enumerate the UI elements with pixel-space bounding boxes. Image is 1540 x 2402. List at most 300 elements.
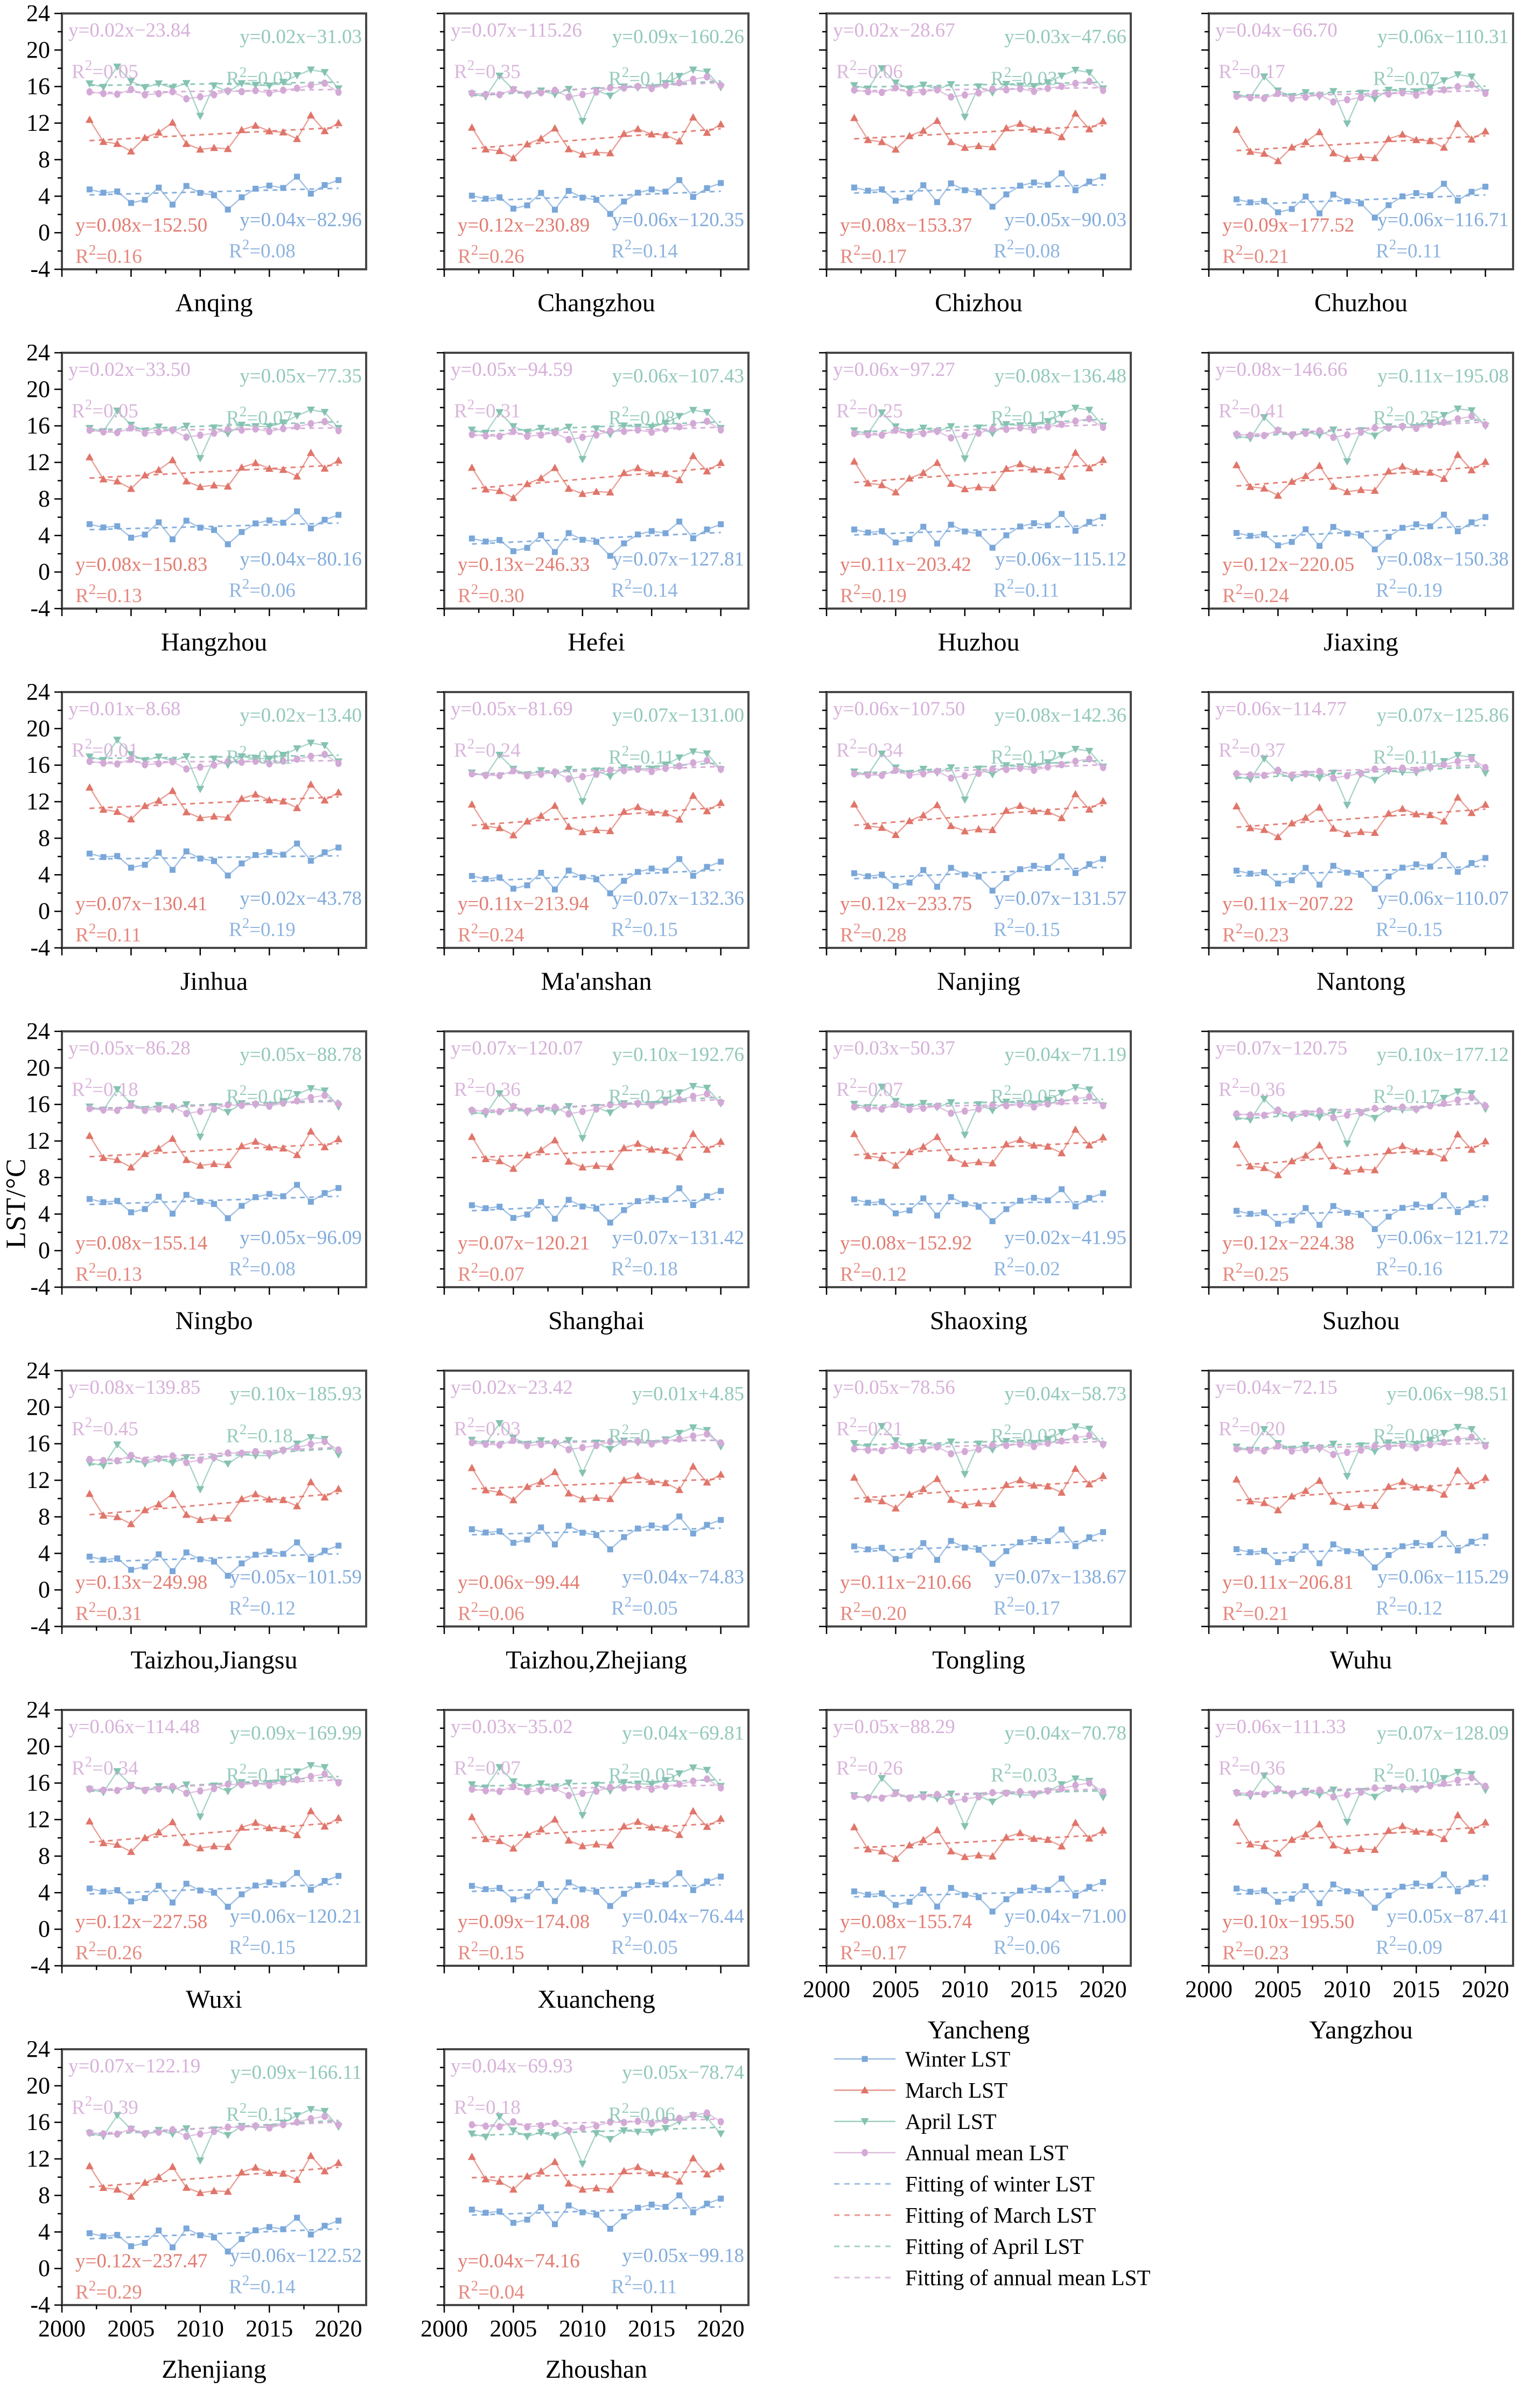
winter-marker bbox=[1385, 202, 1391, 208]
winter-marker bbox=[962, 1201, 968, 1207]
annual-marker bbox=[1289, 772, 1295, 779]
winter-marker bbox=[593, 539, 599, 545]
annual-marker bbox=[538, 1441, 544, 1448]
winter-marker bbox=[1303, 526, 1308, 532]
winter-marker bbox=[851, 1196, 857, 1202]
annual-marker bbox=[552, 1785, 558, 1792]
r2-label: $R^2=0.18$ bbox=[454, 2093, 521, 2119]
winter-marker bbox=[496, 1885, 502, 1891]
winter-marker bbox=[1234, 1546, 1240, 1552]
winter-marker bbox=[1275, 881, 1281, 886]
eq-annual: y=0.04x−69.93 bbox=[451, 2055, 573, 2077]
winter-marker bbox=[510, 206, 516, 212]
winter-marker bbox=[142, 532, 148, 537]
r2-label: $R^2=0.18$ bbox=[72, 1075, 138, 1101]
winter-marker bbox=[1331, 192, 1336, 198]
winter-marker bbox=[1100, 1529, 1106, 1535]
annual-marker bbox=[920, 1446, 927, 1453]
annual-marker bbox=[1468, 413, 1475, 420]
legend-swatch bbox=[832, 2206, 902, 2224]
annual-marker bbox=[482, 2122, 489, 2130]
annual-marker bbox=[1468, 81, 1475, 88]
annual-marker bbox=[197, 1787, 204, 1795]
winter-marker bbox=[170, 867, 176, 873]
x-tick-label: 2015 bbox=[246, 2315, 293, 2342]
r2-label: $R^2=0.08$ bbox=[1373, 1421, 1440, 1447]
annual-marker bbox=[676, 1435, 683, 1443]
winter-marker bbox=[225, 1215, 231, 1221]
eq-annual: y=0.02x−23.42 bbox=[451, 1377, 573, 1399]
winter-marker bbox=[1317, 1222, 1322, 1228]
annual-marker bbox=[524, 1442, 530, 1449]
winter-marker bbox=[294, 2215, 300, 2221]
winter-marker bbox=[1317, 1560, 1322, 1566]
annual-marker bbox=[538, 89, 544, 96]
annual-marker bbox=[851, 430, 858, 437]
winter-marker bbox=[607, 1220, 613, 1226]
annual-marker bbox=[1454, 83, 1461, 90]
eq-winter: y=0.06x−122.52 bbox=[229, 2245, 362, 2267]
eq-winter: y=0.06x−120.21 bbox=[229, 1905, 362, 1928]
winter-marker bbox=[1003, 1896, 1009, 1902]
winter-marker bbox=[1289, 539, 1295, 545]
winter-marker bbox=[649, 528, 655, 534]
winter-marker bbox=[593, 197, 599, 203]
winter-marker bbox=[114, 2232, 120, 2238]
y-tick-label: 24 bbox=[26, 2041, 50, 2062]
r2-label: $R^2=0.30$ bbox=[458, 581, 524, 607]
winter-marker bbox=[879, 1545, 885, 1551]
panel-ningbo bbox=[11, 1023, 382, 1356]
winter-marker bbox=[469, 193, 475, 199]
annual-marker bbox=[239, 1781, 245, 1789]
annual-marker bbox=[1234, 1110, 1240, 1118]
annual-marker bbox=[1003, 1102, 1010, 1109]
winter-marker bbox=[865, 1546, 871, 1552]
r2-label: $R^2=0.05$ bbox=[991, 1082, 1058, 1108]
legend-label: Fitting of April LST bbox=[905, 2234, 1084, 2259]
panel-hangzhou bbox=[11, 345, 382, 677]
annual-marker bbox=[156, 1105, 162, 1113]
annual-marker bbox=[1441, 418, 1447, 426]
y-tick-label: 0 bbox=[38, 219, 50, 246]
panel-yangzhou bbox=[1158, 1702, 1529, 2063]
winter-marker bbox=[321, 2223, 327, 2229]
winter-marker bbox=[1234, 1886, 1240, 1891]
winter-marker bbox=[690, 1887, 696, 1893]
annual-marker bbox=[1330, 774, 1336, 782]
panel-changzhou bbox=[393, 5, 765, 338]
winter-marker bbox=[1017, 183, 1023, 188]
annual-marker bbox=[948, 1450, 954, 1458]
annual-marker bbox=[851, 1103, 858, 1111]
eq-march: y=0.11x−203.42 bbox=[840, 554, 971, 576]
annual-marker bbox=[1344, 1112, 1350, 1119]
winter-marker bbox=[510, 886, 516, 892]
winter-marker bbox=[579, 537, 585, 543]
panel-huzhou bbox=[775, 345, 1147, 677]
annual-marker bbox=[1317, 1786, 1323, 1794]
r2-label: $R^2=0.25$ bbox=[1373, 403, 1440, 429]
annual-marker bbox=[1385, 424, 1392, 432]
winter-marker bbox=[976, 1547, 982, 1553]
annual-marker bbox=[307, 1773, 314, 1780]
winter-marker bbox=[1289, 206, 1295, 212]
panel-chart bbox=[1158, 5, 1529, 335]
winter-marker bbox=[566, 1523, 572, 1529]
annual-marker bbox=[197, 2130, 204, 2138]
r2-label: $R^2=0.24$ bbox=[1222, 581, 1289, 607]
annual-marker bbox=[211, 762, 218, 769]
winter-marker bbox=[907, 536, 913, 542]
x-tick-label: 2015 bbox=[1010, 1976, 1058, 2002]
winter-marker bbox=[128, 2243, 134, 2249]
annual-marker bbox=[704, 2110, 710, 2117]
annual-marker bbox=[704, 73, 710, 81]
eq-march: y=0.12x−233.75 bbox=[840, 893, 972, 915]
winter-marker bbox=[524, 545, 530, 551]
eq-winter: y=0.04x−76.44 bbox=[622, 1905, 744, 1928]
x-tick-label: 2000 bbox=[803, 1976, 850, 2002]
x-tick-label: 2010 bbox=[176, 2315, 224, 2342]
winter-marker bbox=[211, 192, 217, 198]
annual-marker bbox=[893, 1790, 899, 1797]
city-label: Hangzhou bbox=[160, 628, 268, 657]
y-tick-label: 4 bbox=[38, 183, 50, 210]
winter-marker bbox=[1248, 1889, 1254, 1895]
winter-marker bbox=[335, 1185, 341, 1191]
winter-marker bbox=[128, 200, 134, 206]
annual-marker bbox=[496, 772, 503, 779]
r2-label: $R^2=0.01$ bbox=[226, 743, 293, 769]
y-tick-label: 0 bbox=[38, 898, 50, 925]
r2-label: $R^2=0.37$ bbox=[1219, 736, 1285, 762]
winter-marker bbox=[1100, 514, 1106, 520]
eq-april: y=0.09x−169.99 bbox=[229, 1722, 362, 1744]
winter-marker bbox=[948, 865, 954, 871]
winter-marker bbox=[649, 1195, 655, 1201]
annual-marker bbox=[1482, 1102, 1489, 1110]
annual-marker bbox=[1454, 1776, 1461, 1784]
winter-marker bbox=[552, 886, 558, 892]
annual-marker bbox=[170, 2126, 176, 2134]
winter-marker bbox=[1441, 512, 1447, 518]
winter-marker bbox=[1031, 520, 1037, 526]
annual-marker bbox=[266, 1450, 272, 1457]
annual-marker bbox=[197, 763, 204, 771]
annual-marker bbox=[690, 1433, 696, 1440]
winter-marker bbox=[1100, 856, 1106, 862]
eq-winter: y=0.04x−82.96 bbox=[240, 209, 362, 231]
winter-marker bbox=[879, 1890, 885, 1896]
annual-marker bbox=[1072, 1782, 1079, 1789]
legend-label: Winter LST bbox=[905, 2047, 1011, 2071]
eq-march: y=0.11x−207.22 bbox=[1222, 893, 1354, 915]
winter-marker bbox=[579, 1204, 585, 1210]
winter-marker bbox=[566, 1197, 572, 1203]
panel-suzhou bbox=[1158, 1023, 1529, 1356]
winter-marker bbox=[1344, 1548, 1350, 1554]
y-tick-label: 0 bbox=[38, 558, 50, 585]
eq-annual: y=0.06x−107.50 bbox=[833, 698, 965, 720]
winter-marker bbox=[1455, 528, 1461, 534]
annual-marker bbox=[294, 423, 300, 430]
annual-marker bbox=[335, 1446, 342, 1454]
r2-label: $R^2=0.21$ bbox=[1222, 242, 1289, 268]
eq-march: y=0.13x−246.33 bbox=[458, 554, 590, 576]
winter-marker bbox=[865, 874, 871, 879]
winter-marker bbox=[1427, 192, 1433, 198]
legend-label: Fitting of March LST bbox=[905, 2203, 1096, 2228]
eq-annual: y=0.05x−94.59 bbox=[451, 359, 573, 381]
winter-marker bbox=[197, 1199, 203, 1205]
winter-marker bbox=[920, 182, 926, 188]
winter-marker bbox=[1017, 866, 1023, 872]
y-tick-label: 20 bbox=[26, 715, 50, 742]
winter-marker bbox=[170, 1900, 176, 1905]
annual-marker bbox=[676, 763, 683, 770]
panel-chart bbox=[11, 684, 382, 1014]
y-tick-label: 12 bbox=[26, 109, 50, 136]
eq-annual: y=0.02x−28.67 bbox=[833, 19, 955, 41]
winter-marker bbox=[566, 530, 572, 536]
winter-marker bbox=[294, 173, 300, 179]
winter-marker bbox=[308, 858, 314, 864]
annual-marker bbox=[906, 1794, 913, 1802]
r2-label: $R^2=0.14$ bbox=[608, 64, 675, 90]
winter-marker bbox=[704, 527, 710, 533]
winter-marker bbox=[676, 177, 682, 183]
winter-marker bbox=[1003, 1548, 1009, 1554]
annual-marker bbox=[510, 2118, 517, 2126]
y-tick-label: 8 bbox=[38, 1164, 50, 1191]
annual-marker bbox=[1358, 770, 1364, 777]
legend-item-fitting-of-annual-mean-lst bbox=[832, 2264, 1166, 2291]
annual-marker bbox=[1017, 1788, 1024, 1796]
panel-chart bbox=[393, 1702, 765, 2031]
annual-marker bbox=[1358, 1447, 1364, 1454]
y-tick-label: 8 bbox=[38, 825, 50, 851]
eq-annual: y=0.06x−114.48 bbox=[68, 1716, 200, 1738]
annual-marker bbox=[156, 1785, 162, 1793]
winter-marker bbox=[184, 1192, 190, 1198]
winter-marker bbox=[662, 2204, 668, 2210]
annual-marker bbox=[1344, 1449, 1350, 1456]
annual-marker bbox=[579, 1444, 586, 1451]
annual-marker bbox=[321, 80, 328, 87]
winter-marker bbox=[101, 854, 107, 860]
r2-label: $R^2=0.11$ bbox=[611, 2272, 677, 2298]
winter-marker bbox=[1003, 532, 1009, 538]
r2-label: $R^2=0.35$ bbox=[454, 57, 521, 83]
winter-marker bbox=[469, 1526, 475, 1532]
winter-marker bbox=[294, 1182, 300, 1188]
annual-marker bbox=[1045, 1787, 1051, 1794]
winter-marker bbox=[308, 1199, 314, 1205]
winter-marker bbox=[1413, 861, 1419, 867]
winter-marker bbox=[524, 1894, 530, 1900]
winter-marker bbox=[851, 1544, 857, 1549]
annual-marker bbox=[307, 82, 314, 89]
annual-marker bbox=[718, 1784, 724, 1792]
r2-label: $R^2=0.07$ bbox=[454, 1754, 521, 1779]
annual-marker bbox=[1234, 431, 1240, 438]
annual-marker bbox=[321, 751, 328, 758]
annual-marker bbox=[851, 86, 858, 94]
city-label: Wuhu bbox=[1329, 1646, 1392, 1674]
winter-marker bbox=[87, 1554, 93, 1560]
annual-marker bbox=[1003, 86, 1010, 94]
y-tick-label: 12 bbox=[26, 1806, 50, 1833]
winter-marker bbox=[1303, 1883, 1308, 1889]
winter-marker bbox=[962, 1545, 968, 1551]
annual-marker bbox=[621, 1439, 627, 1447]
eq-april: y=0.11x−195.08 bbox=[1377, 365, 1509, 387]
winter-marker bbox=[469, 873, 475, 879]
annual-marker bbox=[1247, 432, 1254, 439]
r2-label: $R^2=0.07$ bbox=[458, 1260, 524, 1286]
annual-marker bbox=[239, 2124, 245, 2131]
winter-marker bbox=[1045, 865, 1051, 871]
city-label: Suzhou bbox=[1322, 1307, 1400, 1335]
legend-swatch bbox=[832, 2081, 902, 2099]
eq-march: y=0.11x−206.81 bbox=[1222, 1572, 1354, 1594]
winter-marker bbox=[1358, 1890, 1364, 1896]
winter-marker bbox=[1261, 1210, 1267, 1216]
winter-marker bbox=[294, 1539, 300, 1545]
eq-annual: y=0.02x−23.84 bbox=[68, 19, 191, 41]
annual-marker bbox=[1454, 415, 1461, 423]
annual-marker bbox=[593, 1105, 600, 1113]
annual-marker bbox=[690, 1093, 696, 1100]
winter-marker bbox=[1413, 190, 1419, 196]
annual-marker bbox=[1247, 1447, 1254, 1454]
annual-marker bbox=[1468, 1774, 1475, 1782]
legend-swatch bbox=[832, 2237, 902, 2256]
eq-march: y=0.12x−220.05 bbox=[1222, 554, 1355, 576]
winter-marker bbox=[280, 1882, 286, 1888]
winter-marker bbox=[197, 2232, 203, 2238]
winter-marker bbox=[225, 541, 231, 547]
annual-marker bbox=[621, 1784, 627, 1792]
r2-label: $R^2=0.11$ bbox=[75, 920, 142, 946]
annual-marker bbox=[893, 427, 899, 434]
annual-marker bbox=[552, 87, 558, 94]
annual-marker bbox=[1289, 1111, 1295, 1119]
eq-winter: y=0.08x−150.38 bbox=[1376, 548, 1509, 570]
eq-winter: y=0.05x−87.41 bbox=[1387, 1905, 1509, 1928]
winter-marker bbox=[851, 185, 857, 191]
annual-marker bbox=[1482, 764, 1489, 771]
annual-marker bbox=[593, 88, 600, 96]
winter-marker bbox=[1073, 1893, 1079, 1898]
panel-chart bbox=[11, 1363, 382, 1692]
winter-marker bbox=[635, 869, 641, 875]
city-label: Taizhou,Jiangsu bbox=[130, 1646, 298, 1674]
annual-marker bbox=[1468, 755, 1475, 763]
winter-marker bbox=[1399, 1884, 1405, 1890]
winter-marker bbox=[1086, 1534, 1092, 1540]
winter-marker bbox=[1372, 214, 1378, 220]
eq-winter: y=0.06x−120.35 bbox=[612, 209, 744, 231]
annual-marker bbox=[1086, 415, 1093, 423]
eq-april: y=0.04x−70.78 bbox=[1004, 1722, 1126, 1744]
winter-marker bbox=[1248, 871, 1254, 877]
winter-marker bbox=[862, 2056, 868, 2062]
winter-marker bbox=[239, 529, 244, 535]
r2-label: $R^2=0.19$ bbox=[1376, 576, 1443, 602]
eq-march: y=0.08x−153.37 bbox=[840, 214, 972, 236]
r2-label: $R^2=0.15$ bbox=[226, 1761, 293, 1786]
annual-marker bbox=[920, 1105, 927, 1112]
winter-marker bbox=[865, 1892, 871, 1898]
y-tick-label: 20 bbox=[26, 36, 50, 63]
annual-marker bbox=[128, 1452, 135, 1460]
annual-marker bbox=[496, 432, 503, 440]
annual-marker bbox=[976, 429, 982, 437]
winter-marker bbox=[920, 1196, 926, 1202]
r2-label: $R^2=0.24$ bbox=[458, 920, 524, 946]
city-label: Anqing bbox=[175, 289, 253, 317]
annual-marker bbox=[1261, 1791, 1268, 1798]
legend-item-april-lst bbox=[832, 2108, 1166, 2135]
r2-label: $R^2=0.15$ bbox=[611, 915, 678, 941]
eq-april: y=0.02x−13.40 bbox=[240, 704, 362, 727]
r2-label: $R^2=0.03$ bbox=[454, 1414, 521, 1440]
winter-marker bbox=[170, 2244, 176, 2250]
eq-winter: y=0.05x−90.03 bbox=[1004, 209, 1126, 231]
winter-marker bbox=[142, 197, 148, 203]
annual-marker bbox=[1303, 770, 1309, 778]
annual-marker bbox=[906, 431, 913, 439]
annual-marker bbox=[183, 2133, 190, 2140]
winter-marker bbox=[128, 535, 134, 541]
annual-marker bbox=[294, 756, 300, 763]
eq-annual: y=0.07x−120.75 bbox=[1215, 1037, 1348, 1059]
winter-marker bbox=[496, 537, 502, 543]
annual-marker bbox=[1303, 1446, 1309, 1454]
annual-marker bbox=[1454, 758, 1461, 765]
annual-marker bbox=[510, 1783, 517, 1790]
winter-marker bbox=[1455, 1209, 1461, 1215]
panel-jinhua bbox=[11, 684, 382, 1016]
r2-label: $R^2=0.06$ bbox=[836, 57, 903, 83]
winter-marker bbox=[253, 852, 258, 858]
annual-marker bbox=[976, 770, 982, 777]
y-axis-label: LST/°C bbox=[1, 1158, 32, 1249]
y-tick-label: 0 bbox=[38, 1576, 50, 1603]
annual-marker bbox=[100, 90, 107, 97]
winter-marker bbox=[538, 532, 544, 538]
annual-marker bbox=[1468, 1094, 1475, 1101]
annual-marker bbox=[934, 767, 941, 775]
eq-april: y=0.07x−125.86 bbox=[1376, 704, 1509, 727]
y-tick-label: 4 bbox=[38, 1200, 50, 1227]
r2-label: $R^2=0.08$ bbox=[229, 1254, 296, 1280]
annual-marker bbox=[335, 1779, 342, 1786]
winter-marker bbox=[469, 1883, 475, 1889]
legend-item-fitting-of-march-lst bbox=[832, 2202, 1166, 2229]
annual-marker bbox=[976, 89, 982, 97]
annual-marker bbox=[1234, 1445, 1240, 1453]
annual-marker bbox=[197, 1456, 204, 1464]
annual-marker bbox=[1454, 1436, 1461, 1443]
annual-marker bbox=[482, 1108, 489, 1115]
annual-marker bbox=[865, 88, 871, 95]
winter-marker bbox=[1331, 1203, 1336, 1209]
r2-label: $R^2=0.15$ bbox=[226, 2100, 293, 2126]
winter-marker bbox=[1455, 869, 1461, 875]
